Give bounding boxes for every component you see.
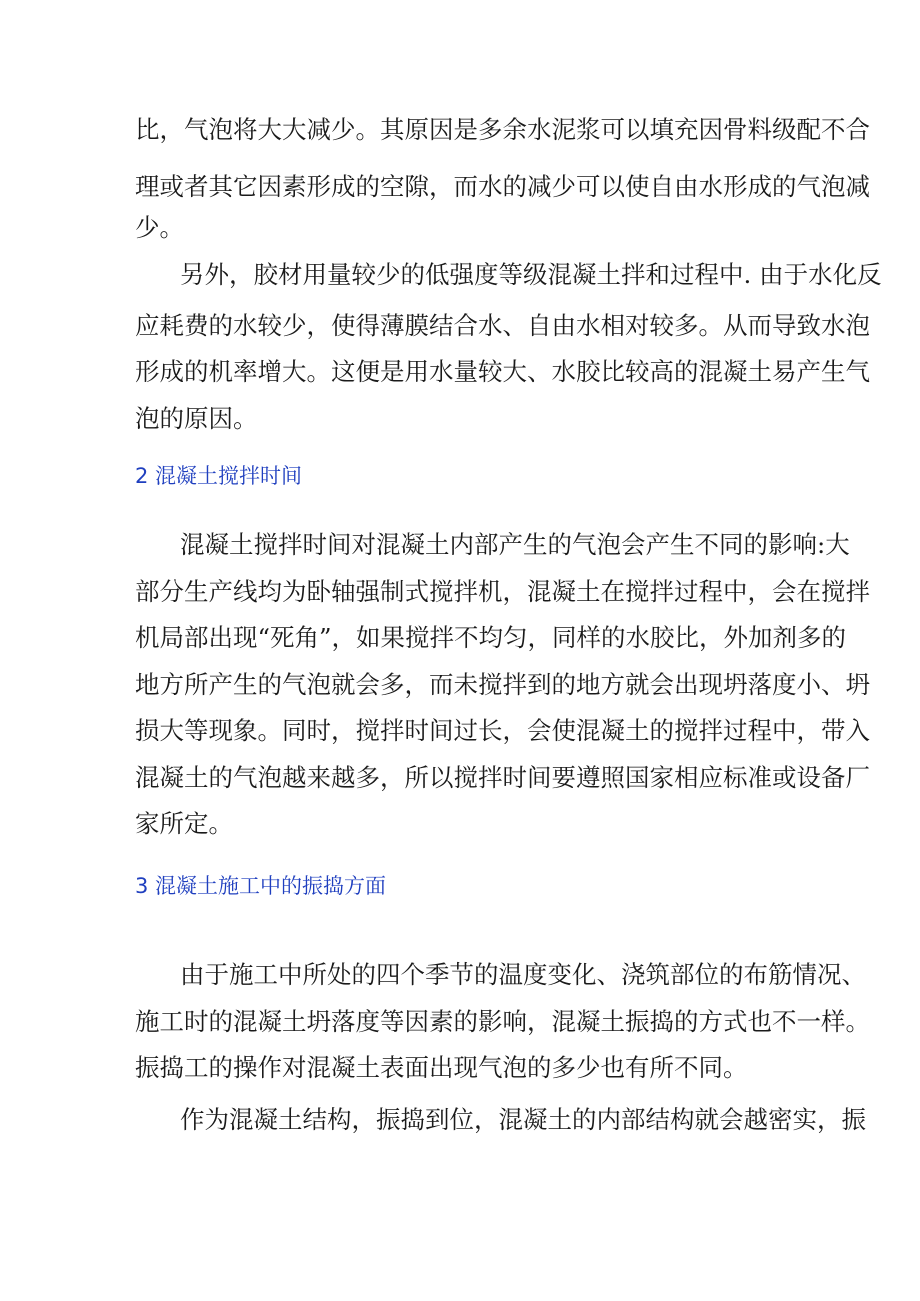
paragraph-line: 机局部出现“死角”，如果搅拌不均匀，同样的水胶比，外加剂多的 <box>135 623 847 652</box>
paragraph-line: 损大等现象。同时，搅拌时间过长，会使混凝土的搅拌过程中，带入 <box>135 716 870 745</box>
paragraph-line: 家所定。 <box>135 809 233 838</box>
paragraph-line: 作为混凝土结构，振捣到位，混凝土的内部结构就会越密实，振 <box>180 1105 866 1134</box>
section-heading: 3 混凝土施工中的振捣方面 <box>135 874 387 898</box>
paragraph-line: 混凝土的气泡越来越多，所以搅拌时间要遵照国家相应标准或设备厂 <box>135 763 870 792</box>
paragraph-line: 振捣工的操作对混凝土表面出现气泡的多少也有所不同。 <box>135 1053 748 1082</box>
paragraph-line: 形成的机率增大。这便是用水量较大、水胶比较高的混凝土易产生气 <box>135 357 870 386</box>
paragraph-line: 由于施工中所处的四个季节的温度变化、浇筑部位的布筋情况、 <box>180 960 866 989</box>
paragraph-line: 少。 <box>135 213 184 242</box>
paragraph-line: 另外，胶材用量较少的低强度等级混凝土拌和过程中. 由于水化反 <box>180 260 882 289</box>
paragraph-line: 施工时的混凝土坍落度等因素的影响，混凝土振捣的方式也不一样。 <box>135 1007 870 1036</box>
paragraph-line: 比，气泡将大大减少。其原因是多余水泥浆可以填充因骨料级配不合 <box>135 115 870 144</box>
paragraph-line: 应耗费的水较少，使得薄膜结合水、自由水相对较多。从而导致水泡 <box>135 311 870 340</box>
paragraph-line: 混凝土搅拌时间对混凝土内部产生的气泡会产生不同的影响:大 <box>180 530 850 559</box>
paragraph-line: 理或者其它因素形成的空隙，而水的减少可以使自由水形成的气泡减 <box>135 172 870 201</box>
paragraph-line: 地方所产生的气泡就会多，而未搅拌到的地方就会出现坍落度小、坍 <box>135 670 870 699</box>
section-heading: 2 混凝土搅拌时间 <box>135 464 303 488</box>
paragraph-line: 部分生产线均为卧轴强制式搅拌机，混凝土在搅拌过程中，会在搅拌 <box>135 577 870 606</box>
paragraph-line: 泡的原因。 <box>135 404 258 433</box>
